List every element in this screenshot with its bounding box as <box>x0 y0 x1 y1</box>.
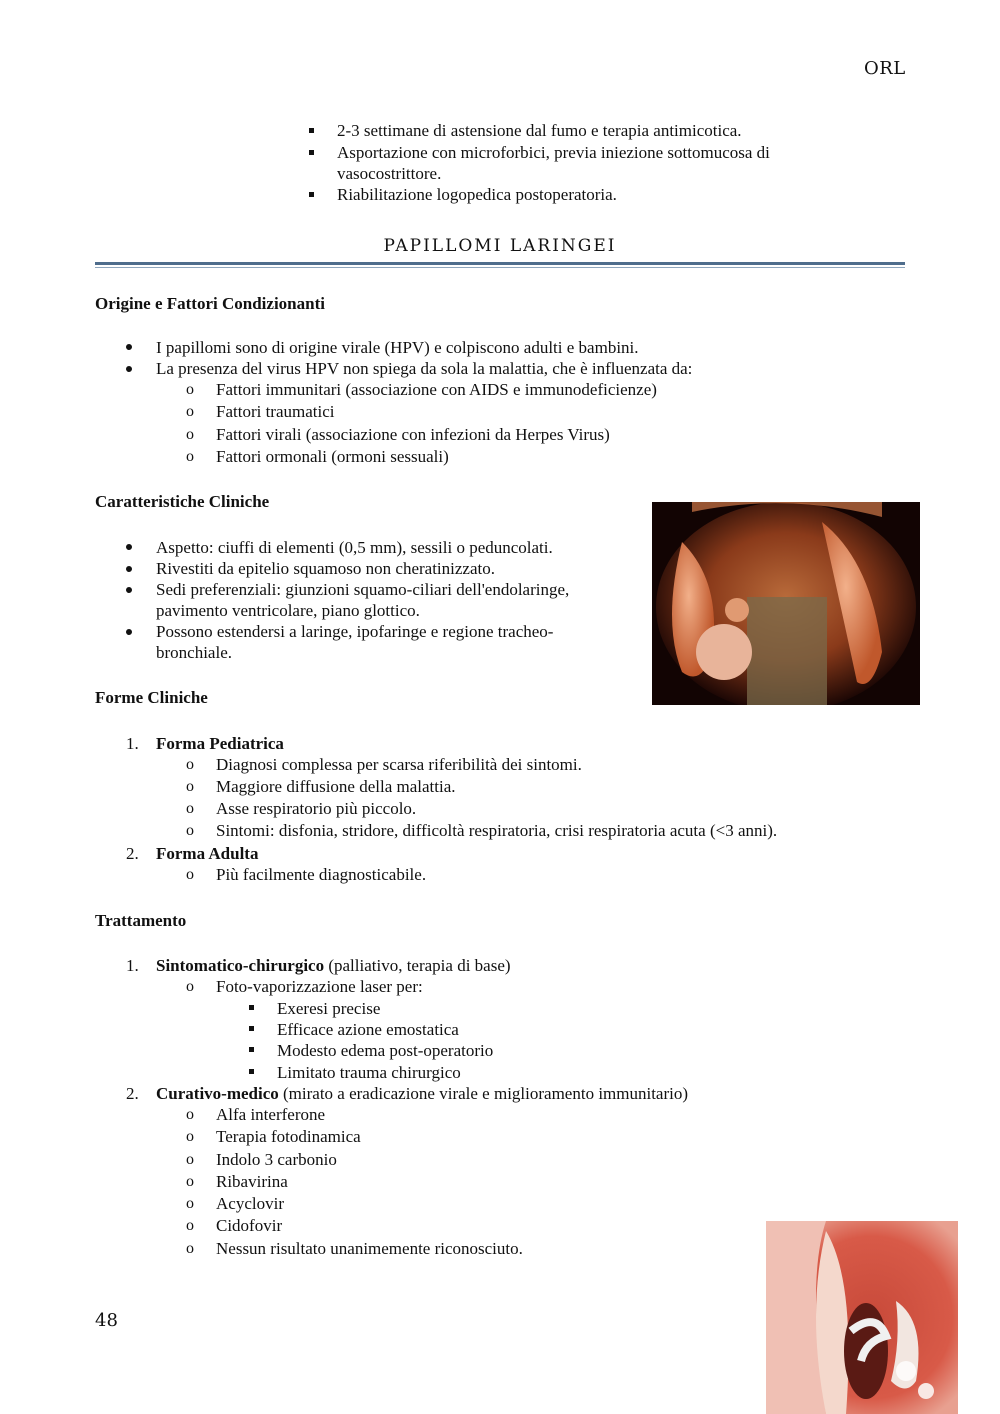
list-item: Indolo 3 carbonio <box>216 1150 337 1169</box>
list-item: Limitato trauma chirurgico <box>277 1063 461 1082</box>
treatment-note: (mirato a eradicazione virale e miglioramento immunitario) <box>278 1084 689 1103</box>
clinical-heading: Caratteristiche Cliniche <box>95 492 270 511</box>
circle-bullet-icon: o <box>186 822 194 839</box>
list-item: Sintomi: disfonia, stridore, difficoltà respiratoria, crisi respiratoria acuta (<3 anni). <box>216 821 778 840</box>
form-pediatric-label: Forma Pediatrica <box>156 734 284 753</box>
list-item: Fattori ormonali (ormoni sessuali) <box>216 447 449 466</box>
list-number: 1. <box>126 956 139 975</box>
list-item: I papillomi sono di origine virale (HPV) e colpiscono adulti e bambini. <box>156 338 639 357</box>
list-item: Asportazione con microforbici, previa iniezione sottomucosa di <box>337 143 770 162</box>
square-bullet-icon <box>309 150 314 155</box>
list-item: Rivestiti da epitelio squamoso non cheratinizzato. <box>156 559 495 578</box>
square-bullet-icon <box>309 128 314 133</box>
title-divider <box>95 262 905 265</box>
list-number: 2. <box>126 844 139 863</box>
list-item: Efficace azione emostatica <box>277 1020 459 1039</box>
treatment-item <box>156 1083 688 1104</box>
list-item: Ribavirina <box>216 1172 288 1191</box>
bullet-icon <box>126 629 132 635</box>
circle-bullet-icon: o <box>186 381 194 398</box>
list-item: Più facilmente diagnosticabile. <box>216 865 427 884</box>
bullet-icon <box>126 366 132 372</box>
title-divider-thin <box>95 267 905 268</box>
list-item: Fattori traumatici <box>216 402 335 421</box>
list-item: Riabilitazione logopedica postoperatoria. <box>337 185 617 204</box>
circle-bullet-icon: o <box>186 866 194 883</box>
treatment-item <box>156 955 511 976</box>
treatment-heading: Trattamento <box>95 911 187 930</box>
square-bullet-icon <box>249 1047 254 1052</box>
list-item: Fattori virali (associazione con infezioni da Herpes Virus) <box>216 425 610 444</box>
form-adult-label: Forma Adulta <box>156 844 259 863</box>
list-item: 2-3 settimane di astensione dal fumo e terapia antimicotica. <box>337 121 742 140</box>
list-item: Aspetto: ciuffi di elementi (0,5 mm), sessili o peduncolati. <box>156 538 553 557</box>
circle-bullet-icon: o <box>186 978 194 995</box>
list-item-continuation: bronchiale. <box>156 643 232 662</box>
circle-bullet-icon: o <box>186 426 194 443</box>
list-item: Nessun risultato unanimemente riconosciuto. <box>216 1239 523 1258</box>
square-bullet-icon <box>249 1005 254 1010</box>
bullet-icon <box>126 566 132 572</box>
square-bullet-icon <box>309 192 314 197</box>
list-number: 2. <box>126 1084 139 1103</box>
endoscopy-image <box>766 1221 958 1414</box>
forms-heading: Forme Cliniche <box>95 688 208 707</box>
list-item-continuation: vasocostrittore. <box>337 164 442 183</box>
list-item: Diagnosi complessa per scarsa riferibilità dei sintomi. <box>216 755 582 774</box>
circle-bullet-icon: o <box>186 778 194 795</box>
circle-bullet-icon: o <box>186 800 194 817</box>
list-item: Acyclovir <box>216 1194 284 1213</box>
list-item: Alfa interferone <box>216 1105 326 1124</box>
list-item: Exeresi precise <box>277 999 381 1018</box>
page-title: PAPILLOMI LARINGEI <box>383 236 617 256</box>
circle-bullet-icon: o <box>186 1195 194 1212</box>
circle-bullet-icon: o <box>186 1173 194 1190</box>
circle-bullet-icon: o <box>186 403 194 420</box>
section-label: ORL <box>864 58 906 79</box>
circle-bullet-icon: o <box>186 448 194 465</box>
list-number: 1. <box>126 734 139 753</box>
square-bullet-icon <box>249 1069 254 1074</box>
list-item: Terapia fotodinamica <box>216 1127 361 1146</box>
list-item-continuation: pavimento ventricolare, piano glottico. <box>156 601 420 620</box>
list-item: Sedi preferenziali: giunzioni squamo-ciliari dell'endolaringe, <box>156 580 570 599</box>
bullet-icon <box>126 544 132 550</box>
circle-bullet-icon: o <box>186 1106 194 1123</box>
square-bullet-icon <box>249 1026 254 1031</box>
list-item: Fattori immunitari (associazione con AIDS e immunodeficienze) <box>216 380 657 399</box>
bullet-icon <box>126 344 132 350</box>
list-item: La presenza del virus HPV non spiega da sola la malattia, che è influenzata da: <box>156 359 693 378</box>
list-item: Modesto edema post-operatorio <box>277 1041 494 1060</box>
laryngoscopy-image <box>652 502 920 705</box>
treatment-label: Curativo-medico <box>156 1084 279 1103</box>
origin-heading: Origine e Fattori Condizionanti <box>95 294 325 313</box>
list-item: Foto-vaporizzazione laser per: <box>216 977 423 996</box>
circle-bullet-icon: o <box>186 1128 194 1145</box>
circle-bullet-icon: o <box>186 756 194 773</box>
circle-bullet-icon: o <box>186 1240 194 1257</box>
list-item: Possono estendersi a laringe, ipofaringe e regione tracheo- <box>156 622 554 641</box>
list-item: Cidofovir <box>216 1216 283 1235</box>
page-number: 48 <box>95 1310 118 1331</box>
list-item: Maggiore diffusione della malattia. <box>216 777 456 796</box>
list-item: Asse respiratorio più piccolo. <box>216 799 417 818</box>
circle-bullet-icon: o <box>186 1151 194 1168</box>
bullet-icon <box>126 587 132 593</box>
treatment-label: Sintomatico-chirurgico <box>156 956 325 975</box>
treatment-note: (palliativo, terapia di base) <box>324 956 511 975</box>
circle-bullet-icon: o <box>186 1217 194 1234</box>
